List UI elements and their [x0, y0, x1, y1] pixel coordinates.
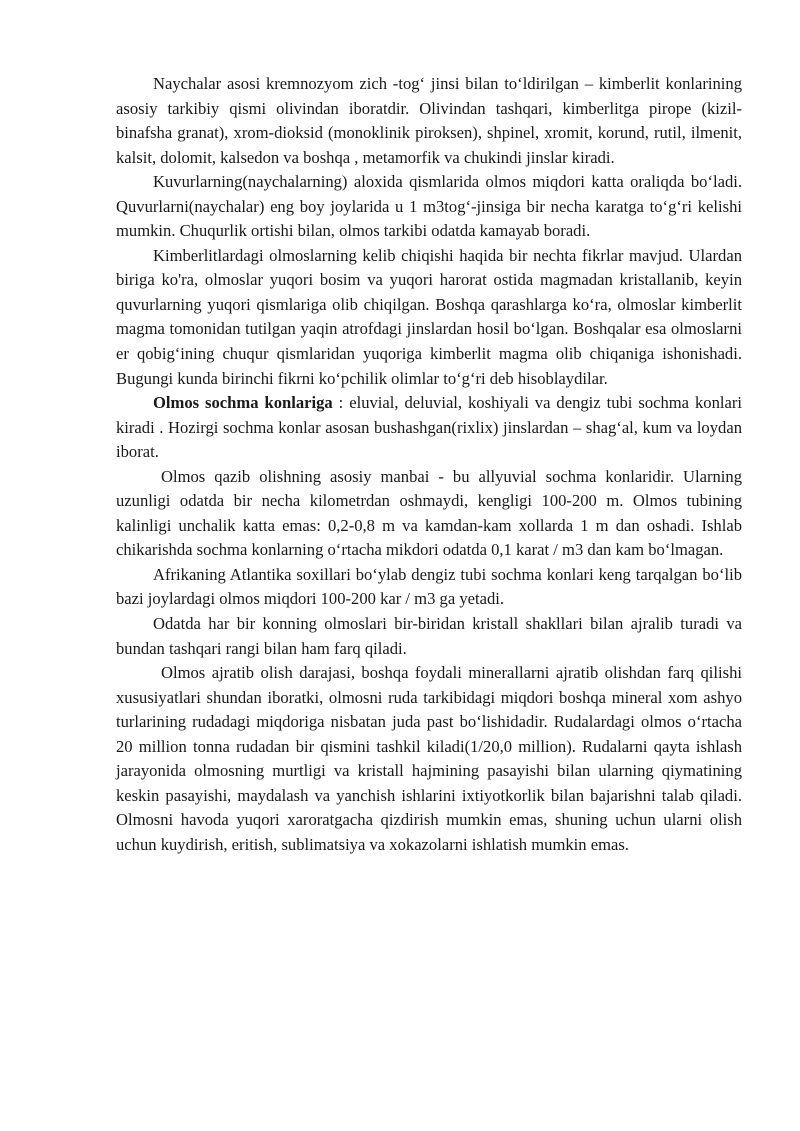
- paragraph-diamond-origin: [116, 244, 742, 391]
- paragraph-text: Olmos ajratib olish darajasi, boshqa foydali minerallarni ajratib olishdan farq qilishi xususiyatlari shundan iboratki, olmosni ruda tarkibidagi miqdori boshqa mineral xom ashyo turlarining rudadagi miqdoriga nisbatan juda past bo‘lishidadir. Rudalardagi olmos o‘rtacha 20 million tonna rudadan bir qismini tashkil kiladi(1/20,0 million). Rudalarni qayta ishlash jarayonida olmosning murtligi va kristall hajmining pasayishi bilan ularning qiymatining keskin pasayishi, maydalash va yanchish ishlarini ixtiyotkorlik bilan bajarishni talab qiladi. Olmosni havoda yuqori xaroratgacha qizdirish mumkin emas, shuning uchun ularni olish uchun kuydirish, eritish, sublimatsiya va xokazolarni ishlatish mumkin emas.: [116, 663, 742, 854]
- paragraph-bold-term: Olmos sochma konlariga: [153, 393, 333, 413]
- paragraph-text: Kimberlitlardagi olmoslarning kelib chiqishi haqida bir nechta fikrlar mavjud. Ulardan biriga ko'ra, olmoslar yuqori bosim va yuqori harorat ostida magmadan kristallanib, keyin quvurlarning yuqori qismlariga olib chiqilgan. Boshqa qarashlarga ko‘ra, olmoslar kimberlit magma tomonidan tutilgan yaqin atrofdagi jinslardan hosil bo‘lgan. Boshqalar esa olmoslarni er qobig‘ining chuqur qismlaridan yuqoriga kimberlit magma olib chiqaniga ishonishadi. Bugungi kunda birinchi fikrni ko‘pchilik olimlar to‘g‘ri deb hisoblaydilar.: [116, 245, 742, 388]
- paragraph-text: Olmos qazib olishning asosiy manbai - bu allyuvial sochma konlaridir. Ularning uzunligi odatda bir necha kilometrdan oshmaydi, kengligi 100-200 m. Olmos tubining kalinligi unchalik katta emas: 0,2-0,8 m va kamdan-kam xollarda 1 m dan oshadi. Ishlab chikarishda sochma konlarning o‘rtacha mikdori odatda 0,1 karat / m3 dan kam bo‘lmagan.: [116, 466, 742, 560]
- paragraph-africa-atlantic: [116, 563, 742, 612]
- paragraph-placer-deposits: [116, 391, 742, 465]
- paragraph-alluvial-source: [116, 465, 742, 563]
- paragraph-extraction-rate: [116, 661, 742, 857]
- document-page: [116, 72, 742, 858]
- paragraph-kimberlite-composition: [116, 72, 742, 170]
- paragraph-text: Kuvurlarning(naychalarning) aloxida qismlarida olmos miqdori katta oraliqda bo‘ladi. Quvurlarni(naychalar) eng boy joylarida u 1 m3tog‘-jinsiga bir necha karatga to‘g‘ri kelishi mumkin. Chuqurlik ortishi bilan, olmos tarkibi odatda kamayab boradi.: [116, 172, 742, 241]
- paragraph-text: Naychalar asosi kremnozyom zich -tog‘ jinsi bilan to‘ldirilgan – kimberlit konlarining asosiy tarkibiy qismi olivindan iboratdir. Olivindan tashqari, kimberlitga pirope (kizil-binafsha granat), xrom-dioksid (monoklinik piroksen), shpinel, xromit, korund, rutil, ilmenit, kalsit, dolomit, kalsedon va boshqa , metamorfik va chukindi jinslar kiradi.: [116, 74, 742, 167]
- paragraph-text: Odatda har bir konning olmoslari bir-biridan kristall shakllari bilan ajralib turadi va bundan tashqari rangi bilan ham farq qiladi.: [116, 614, 742, 658]
- paragraph-crystal-shapes: [116, 612, 742, 661]
- paragraph-pipe-diamond-content: [116, 170, 742, 244]
- paragraph-text: : eluvial, deluvial, koshiyali va dengiz tubi sochma konlari kiradi . Hozirgi sochma konlar asosan bushashgan(rixlix) jinslardan – shag‘al, kum va loydan iborat.: [116, 393, 743, 462]
- paragraph-text: Afrikaning Atlantika soxillari bo‘ylab dengiz tubi sochma konlari keng tarqalgan bo‘lib bazi joylardagi olmos miqdori 100-200 kar / m3 ga yetadi.: [116, 564, 742, 609]
